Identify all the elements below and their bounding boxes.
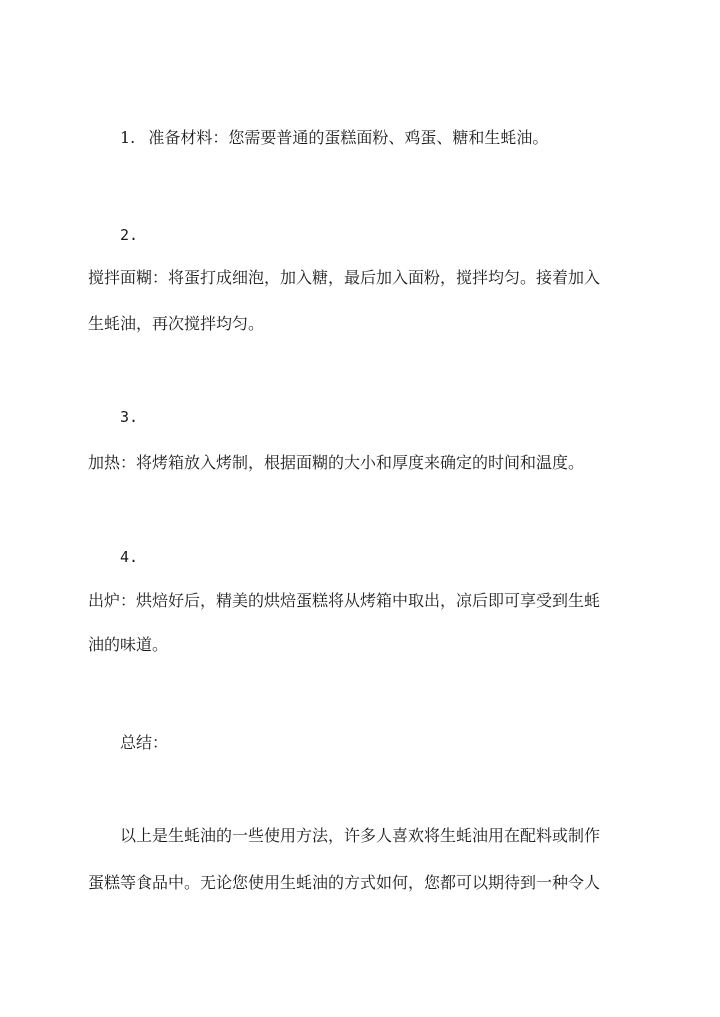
step-4-line-2: 油的味道。 [88, 635, 169, 654]
step-2-number: 2. [120, 226, 139, 244]
step-4-line-1: 出炉：烘焙好后，精美的烘焙蛋糕将从烤箱中取出，凉后即可享受到生蚝 [88, 591, 601, 610]
summary-line-1: 以上是生蚝油的一些使用方法，许多人喜欢将生蚝油用在配料或制作 [120, 826, 601, 845]
step-3-line-1: 加热：将烤箱放入烤制，根据面糊的大小和厚度来确定的时间和温度。 [88, 453, 585, 472]
summary-line-2: 蛋糕等食品中。无论您使用生蚝油的方式如何，您都可以期待到一种令人 [88, 873, 601, 892]
step-2-line-2: 生蚝油，再次搅拌均匀。 [88, 314, 265, 333]
step-1 [120, 130, 548, 146]
step-2-line-1: 搅拌面糊：将蛋打成细泡，加入糖，最后加入面粉，搅拌均匀。接着加入 [88, 268, 601, 287]
step-1-number: 1. [120, 128, 136, 147]
step-1-text: 准备材料：您需要普通的蛋糕面粉、鸡蛋、糖和生蚝油。 [148, 128, 549, 147]
summary-heading: 总结： [120, 733, 169, 752]
step-3-number: 3. [120, 408, 139, 426]
step-4-number: 4. [120, 548, 139, 566]
